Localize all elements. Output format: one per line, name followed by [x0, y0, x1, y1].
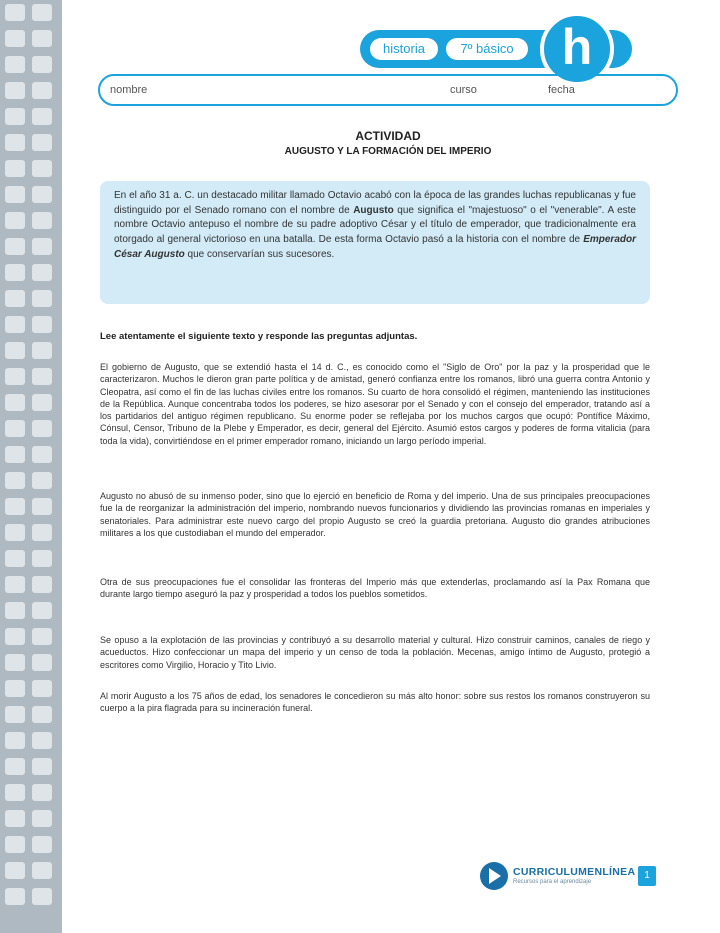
strip-hole: [32, 30, 52, 47]
strip-hole: [5, 758, 25, 775]
strip-hole: [5, 498, 25, 515]
paragraph-4: Se opuso a la explotación de las provincias y contribuyó a su desarrollo material y cultural. Hizo construir caminos, canales de riego y acueductos. Hizo confeccionar un mapa del imperio y un censo de toda la población. Mecenas, amigo íntimo de Augusto, protegió a escritores como Virgilio, Horacio y Tito Livio.: [100, 635, 650, 670]
strip-hole: [32, 342, 52, 359]
strip-hole: [5, 30, 25, 47]
strip-hole: [5, 680, 25, 697]
strip-hole: [5, 784, 25, 801]
strip-hole: [32, 420, 52, 437]
page-subtitle: AUGUSTO Y LA FORMACIÓN DEL IMPERIO: [284, 146, 492, 157]
strip-hole: [32, 56, 52, 73]
strip-hole: [32, 160, 52, 177]
paragraph-5: Al morir Augusto a los 75 años de edad, los senadores le concedieron su más alto honor: sobre sus restos los romanos construyeron su cuerpo a la pira flagrada para su incineración funeral.: [100, 691, 650, 714]
paragraph-1: El gobierno de Augusto, que se extendió hasta el 14 d. C., es conocido como el "Siglo de Oro" por la paz y la prosperidad que le caracterizaron. Muchos le dieron gran parte política y de amistad, generó confianza entre los romanos, libró una guerra contra Antonio y Cleopatra, así como el fin de las luchas civiles entre los romanos. Su cuarto de hora consolidó el régimen, manteniendo las instituciones de la República. Aunque concentraba todos los poderes, se hizo asesorar por el Senado y con el consejo del emperador, tratando así a los partidarios del antiguo régimen republicano. Su enorme poder se reflejaba por los muchos cargos que ocupó: Pontífice Máximo, Cónsul, Censor, Tribuno de la Plebe y Emperador, es decir, general del Ejército. Asumió estos cargos y poderes de forma vitalicia (para toda la vida), convirtiéndose en el primer emperador romano, iniciando un largo período imperial.: [100, 362, 650, 446]
strip-hole: [32, 82, 52, 99]
strip-hole: [5, 342, 25, 359]
strip-hole: [5, 56, 25, 73]
strip-hole: [5, 420, 25, 437]
intro-box: [100, 181, 650, 304]
page-title: ACTIVIDAD: [355, 129, 421, 143]
strip-hole: [32, 394, 52, 411]
strip-hole: [32, 602, 52, 619]
strip-hole: [32, 628, 52, 645]
strip-hole: [32, 888, 52, 905]
intro-bold-augusto: Augusto: [353, 204, 394, 216]
strip-hole: [5, 238, 25, 255]
subject-label: historia: [370, 38, 438, 60]
strip-hole: [32, 186, 52, 203]
strip-hole: [32, 758, 52, 775]
strip-hole: [5, 212, 25, 229]
strip-hole: [5, 316, 25, 333]
footer-brand: CURRICULUMENLÍNEA: [513, 866, 636, 878]
strip-holes-left: [5, 4, 27, 914]
strip-hole: [32, 4, 52, 21]
strip-hole: [32, 680, 52, 697]
strip-hole: [5, 160, 25, 177]
strip-hole: [5, 810, 25, 827]
strip-hole: [5, 472, 25, 489]
strip-hole: [32, 316, 52, 333]
strip-hole: [5, 264, 25, 281]
strip-hole: [32, 368, 52, 385]
strip-hole: [5, 290, 25, 307]
course-label: curso: [450, 84, 477, 96]
curriculum-logo-icon: [480, 862, 508, 890]
film-strip-decoration: [0, 0, 62, 933]
student-info-field[interactable]: [98, 74, 678, 106]
strip-hole: [5, 524, 25, 541]
strip-hole: [32, 732, 52, 749]
strip-hole: [32, 836, 52, 853]
strip-hole: [32, 810, 52, 827]
strip-hole: [5, 862, 25, 879]
strip-hole: [5, 602, 25, 619]
strip-hole: [5, 82, 25, 99]
strip-hole: [32, 238, 52, 255]
strip-hole: [5, 4, 25, 21]
paragraph-3: Otra de sus preocupaciones fue el consolidar las fronteras del Imperio más que extenderlas, proclamando así la Pax Romana que durante largo tiempo aseguró la paz y prosperidad a todos los pueblos sometidos.: [100, 577, 650, 600]
intro-bold-emperador: Emperador César Augusto: [114, 234, 636, 260]
strip-hole: [32, 576, 52, 593]
strip-hole: [5, 368, 25, 385]
strip-hole: [32, 654, 52, 671]
page-number: 1: [638, 866, 656, 886]
strip-hole: [5, 134, 25, 151]
strip-hole: [5, 576, 25, 593]
strip-hole: [5, 836, 25, 853]
strip-hole: [5, 628, 25, 645]
strip-holes-right: [32, 4, 54, 914]
strip-hole: [32, 472, 52, 489]
strip-hole: [32, 706, 52, 723]
strip-hole: [5, 186, 25, 203]
strip-hole: [5, 888, 25, 905]
subject-badge: h: [540, 12, 614, 86]
strip-hole: [32, 212, 52, 229]
date-label: fecha: [548, 84, 575, 96]
strip-hole: [5, 550, 25, 567]
paragraph-2: Augusto no abusó de su inmenso poder, sino que lo ejerció en beneficio de Roma y del imperio. Una de sus principales preocupaciones fue la de reorganizar la administración del imperio, nombrando nuevos funcionarios y dividiendo las provincias romanas en imperiales y senatoriales. Para administrar este nuevo cargo del propio Augusto se creó la guardia pretoriana. Augusto dio grandes atribuciones militares a los que custodiaban el mundo del emperador.: [100, 491, 650, 538]
strip-hole: [5, 732, 25, 749]
instruction-text: Lee atentamente el siguiente texto y responde las preguntas adjuntas.: [100, 331, 418, 342]
strip-hole: [32, 108, 52, 125]
strip-hole: [5, 706, 25, 723]
intro-text-2: que significa el "majestuoso" o el "venerable". A este nombre Octavio antepuso el nombre de su padre adoptivo César y el título de emperador, que tradicionalmente era otorgado al general victorioso en una batalla. De esta forma Octavio pasó a la historia con el nombre de: [114, 204, 636, 246]
strip-hole: [5, 446, 25, 463]
strip-hole: [32, 862, 52, 879]
grade-label: 7º básico: [446, 38, 528, 60]
intro-text-3: que conservarían sus sucesores.: [184, 248, 335, 260]
strip-hole: [32, 524, 52, 541]
intro-text-1: En el año 31 a. C. un destacado militar llamado Octavio acabó con la época de las grandes luchas republicanas y fue distinguido por el Senado romano con el nombre de: [114, 190, 636, 216]
strip-hole: [32, 134, 52, 151]
strip-hole: [32, 550, 52, 567]
strip-hole: [32, 446, 52, 463]
strip-hole: [5, 654, 25, 671]
footer-tagline: Recursos para el aprendizaje: [513, 879, 592, 885]
strip-hole: [5, 394, 25, 411]
strip-hole: [32, 784, 52, 801]
name-label: nombre: [110, 84, 148, 96]
strip-hole: [32, 290, 52, 307]
strip-hole: [32, 498, 52, 515]
strip-hole: [5, 108, 25, 125]
strip-hole: [32, 264, 52, 281]
